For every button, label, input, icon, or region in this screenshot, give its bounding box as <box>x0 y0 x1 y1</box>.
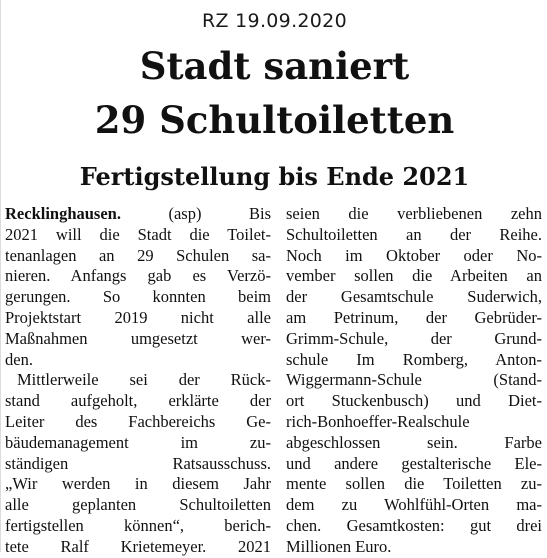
column-line: chen. Gesamtkosten: gut drei <box>286 515 542 535</box>
column-line: tenanlagen an 29 Schulen sa- <box>5 245 271 265</box>
column-line: stand aufgeholt, erklärte der <box>5 391 271 411</box>
column-line: Wiggermann-Schule (Stand- <box>286 370 542 390</box>
column-line: fertigstellen können“, berich- <box>5 515 271 535</box>
column-line: Maßnahmen umgesetzt wer- <box>5 328 271 348</box>
column-line: Noch im Oktober oder No- <box>286 245 542 265</box>
article-column-right <box>286 204 542 558</box>
column-line: Schultoiletten an der Reihe. <box>286 224 542 244</box>
column-line: nieren. Anfangs gab es Verzö- <box>5 266 271 286</box>
column-line: „Wir werden in diesem Jahr <box>5 474 271 494</box>
column-line: gerungen. So konnten beim <box>5 287 271 307</box>
column-line: der Gesamtschule Suderwich, <box>286 287 542 307</box>
source-date: RZ 19.09.2020 <box>202 10 347 32</box>
article-column-left <box>5 204 271 558</box>
column-line: alle geplanten Schultoiletten <box>5 495 271 515</box>
column-line: ort Stuckenbusch) und Diet- <box>286 391 542 411</box>
column-line: Grimm-Schule, der Grund- <box>286 328 542 348</box>
column-line: Projektstart 2019 nicht alle <box>5 307 271 327</box>
column-line: Millionen Euro. <box>286 536 392 556</box>
column-line: seien die verbliebenen zehn <box>286 204 542 223</box>
column-line: und andere gestalterische Ele- <box>286 453 542 473</box>
column-line: vember sollen die Arbeiten an <box>286 266 542 286</box>
dateline: Recklinghausen. <box>5 204 121 223</box>
column-line: schule Im Romberg, Anton- <box>286 349 542 369</box>
column-line: Leiter des Fachbereichs Ge- <box>5 411 271 431</box>
column-line: am Petrinum, der Gebrüder- <box>286 307 542 327</box>
column-line: den. <box>5 349 33 369</box>
subheadline: Fertigstellung bis Ende 2021 <box>79 162 470 191</box>
column-line: tete Ralf Krietemeyer. 2021 <box>5 536 271 556</box>
column-line: rich-Bonhoeffer-Realschule <box>286 411 470 431</box>
column-line: mente sollen die Toiletten zu- <box>286 474 542 494</box>
column-line <box>5 204 271 225</box>
column-line: abgeschlossen sein. Farbe <box>286 432 542 452</box>
column-line: 2021 will die Stadt die Toilet- <box>5 224 271 244</box>
column-line: dem zu Wohlfühl-Orten ma- <box>286 495 542 515</box>
column-line-text: (asp) Bis <box>120 204 271 223</box>
column-line: Mittlerweile sei der Rück- <box>17 370 271 390</box>
headline-line-1: Stadt saniert <box>139 44 410 88</box>
column-line: bäudemanagement im zu- <box>5 432 271 452</box>
headline-line-2: 29 Schultoiletten <box>94 98 455 142</box>
column-line: ständigen Ratsausschuss. <box>5 453 271 473</box>
